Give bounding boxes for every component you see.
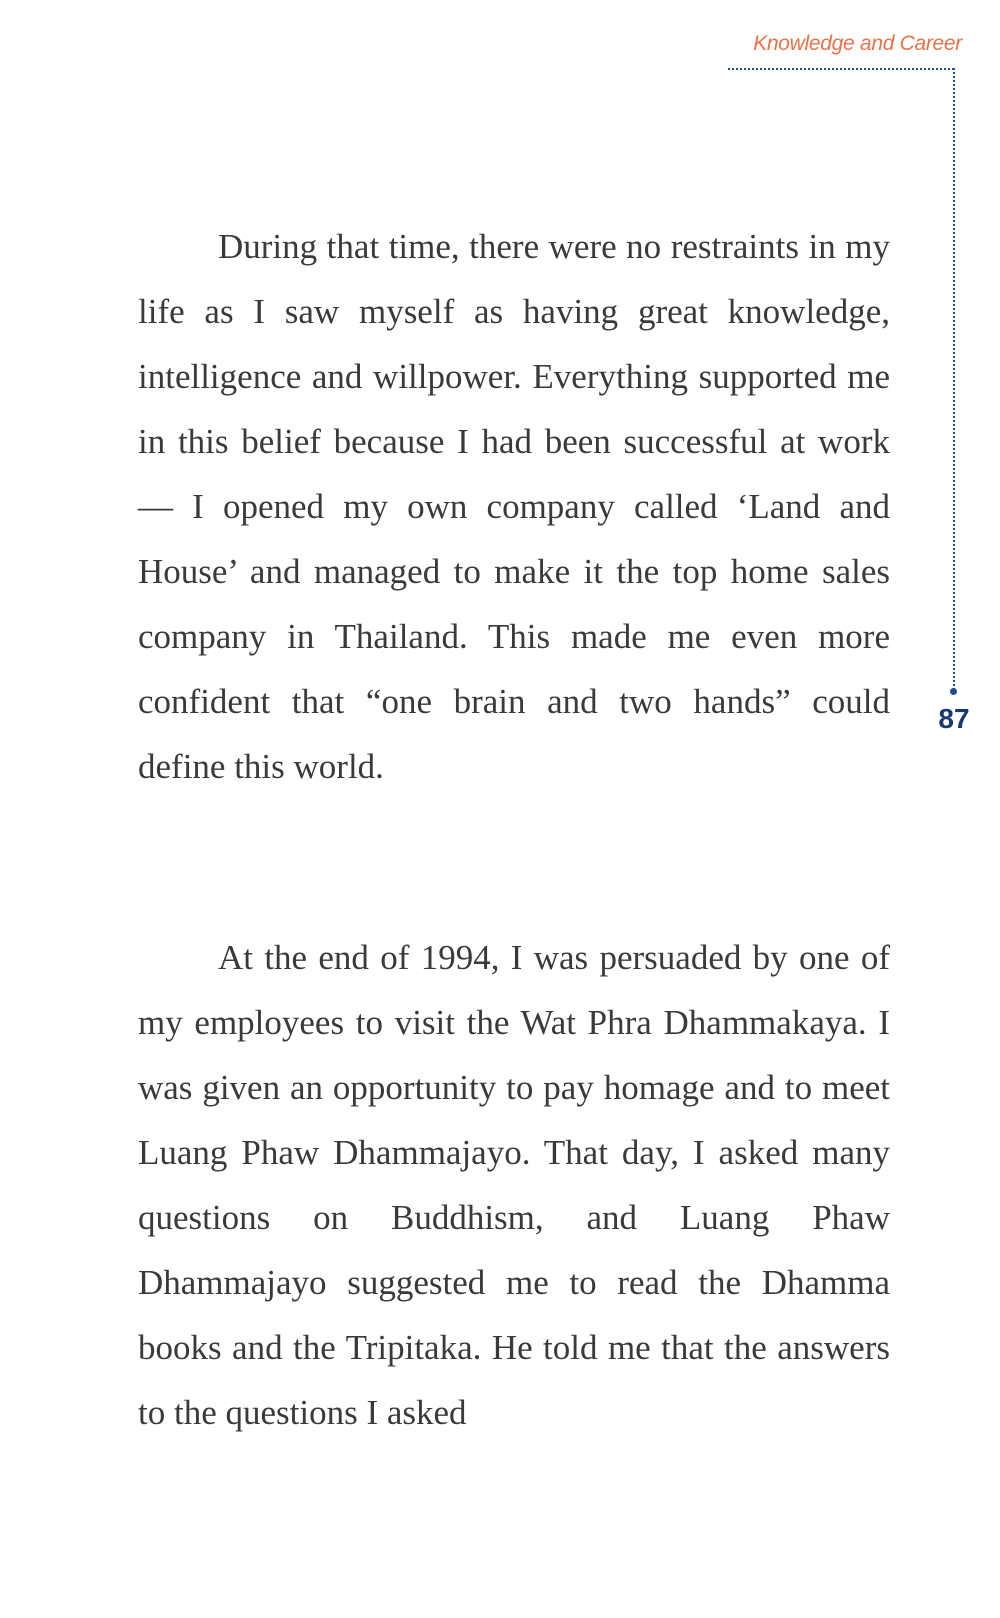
body-paragraph-block [138,925,890,1445]
body-paragraph-block [138,214,890,799]
paragraph: At the end of 1994, I was persuaded by one of my employees to visit the Wat Phra Dhammakaya. I was given an opportunity to pay homage and to meet Luang Phaw Dhammajayo. That day, I asked many questions on Buddhism, and Luang Phaw Dhammajayo suggested me to read the Dhamma books and the Tripitaka. He told me that the answers to the questions I asked [138,938,890,1432]
dotted-guide-vertical [953,68,955,690]
page-number: 87 [938,703,970,734]
paragraph: During that time, there were no restraints in my life as I saw myself as having great knowledge, intelligence and willpower. Everything supported me in this belief because I had been successful at work — I opened my own company called ‘Land and House’ and managed to make it the top home sales company in Thailand. This made me even more confident that “one brain and two hands” could define this world. [138,227,890,786]
guide-end-dot [950,688,957,695]
dotted-guide-horizontal [728,68,954,70]
running-head-title: Knowledge and Career [753,32,962,55]
